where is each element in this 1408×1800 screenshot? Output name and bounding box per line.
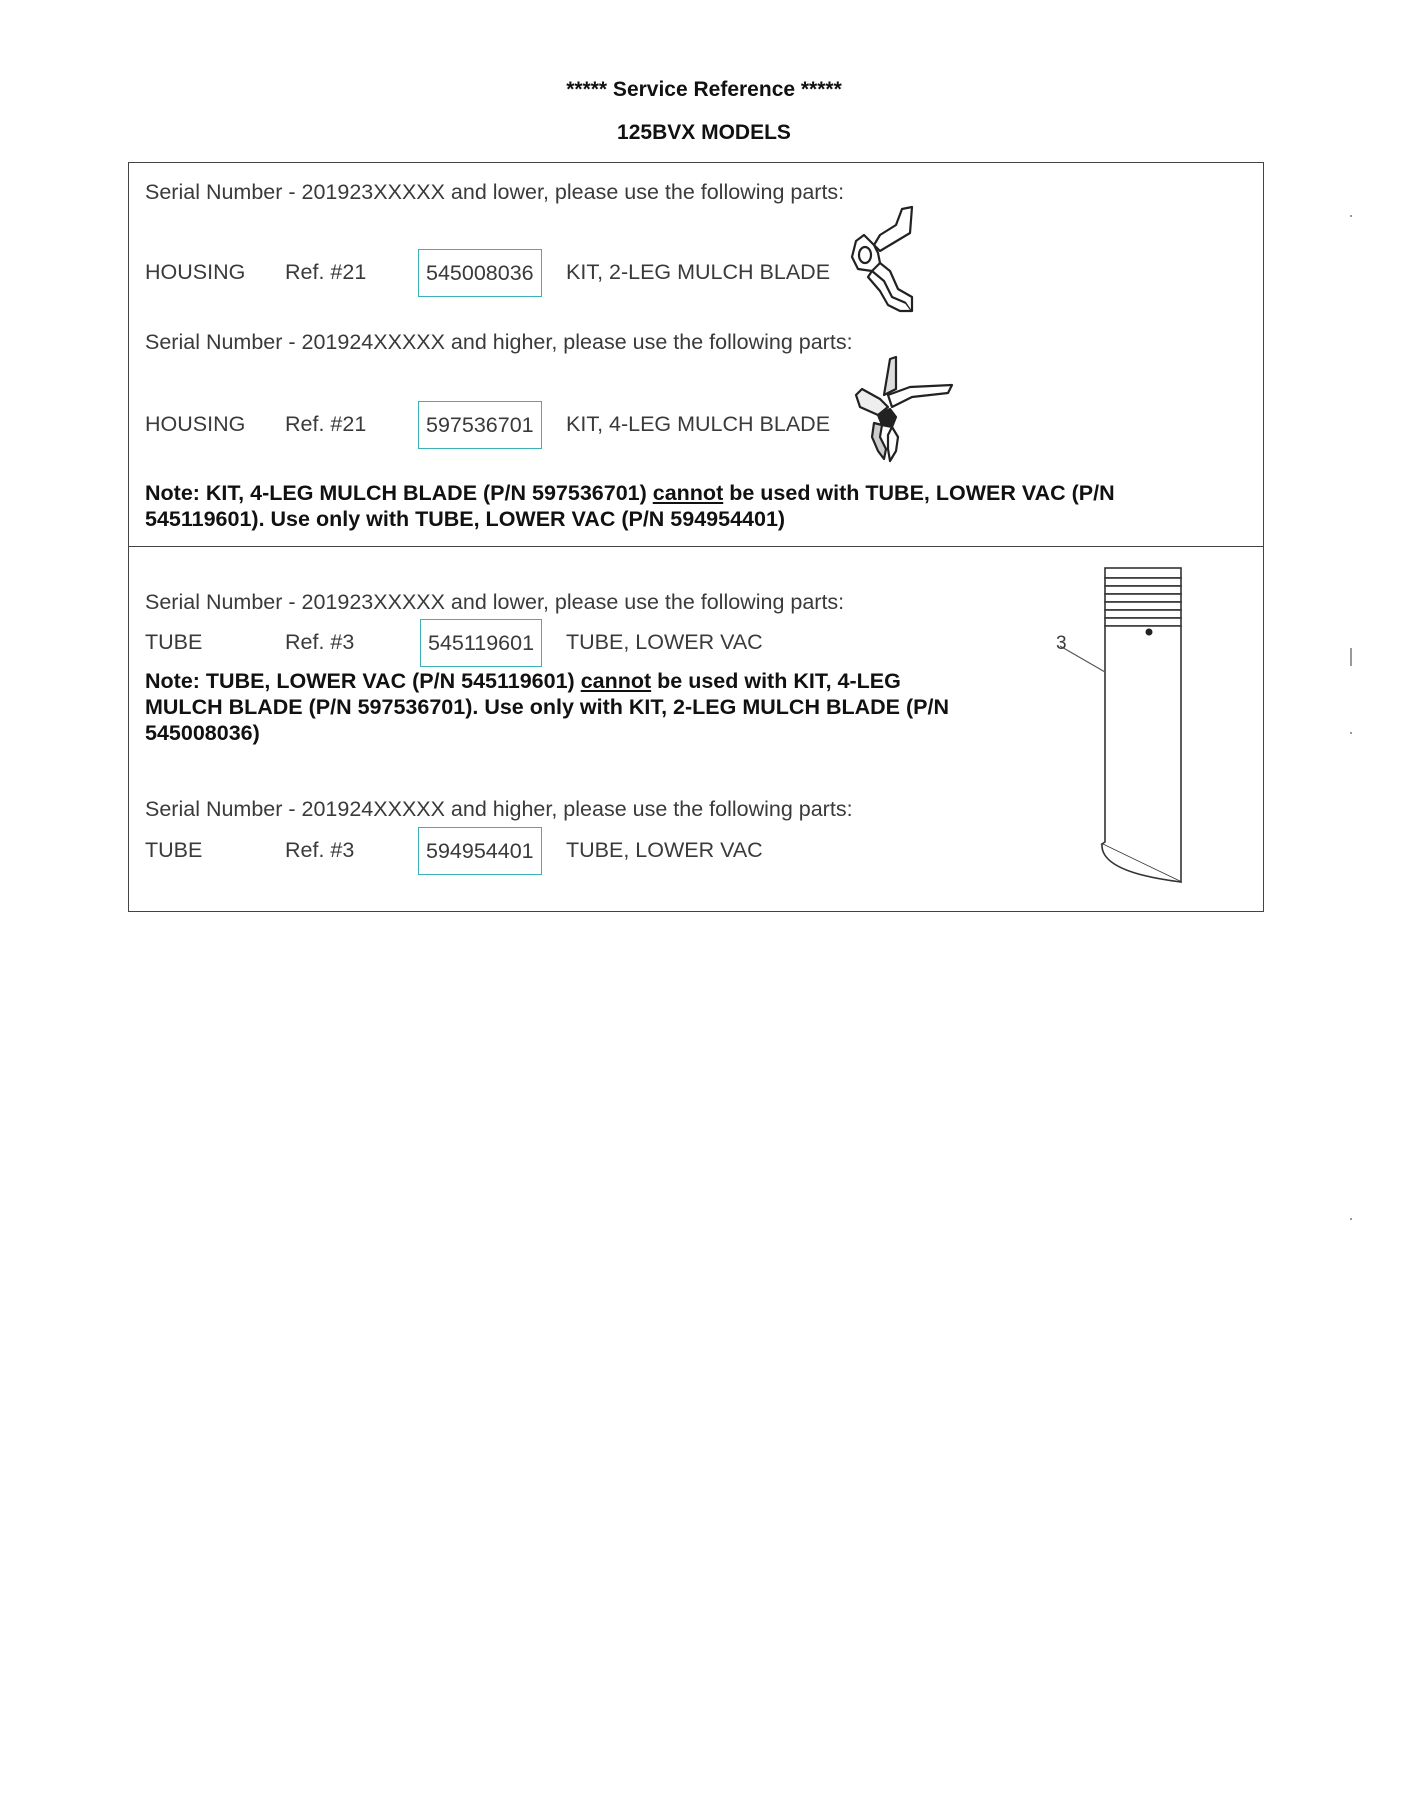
margin-mark	[1350, 732, 1352, 734]
page-subtitle: 125BVX MODELS	[617, 121, 791, 144]
margin-mark	[1350, 648, 1352, 666]
section-divider	[128, 546, 1264, 547]
tube-lower-part-number: 545119601	[420, 619, 542, 667]
housing-lower-description: KIT, 2-LEG MULCH BLADE	[566, 260, 831, 284]
page-title: ***** Service Reference *****	[566, 78, 842, 101]
tube-higher-description: TUBE, LOWER VAC	[566, 838, 763, 862]
housing-note-emphasis: cannot	[652, 481, 724, 505]
housing-lower-part-name: HOUSING	[145, 260, 246, 284]
tube-higher-part-number: 594954401	[418, 827, 542, 875]
housing-higher-serial-text: Serial Number - 201924XXXXX and higher, please use the following parts:	[145, 330, 853, 354]
tube-higher-part-name: TUBE	[145, 838, 203, 862]
tube-compatibility-note: Note: TUBE, LOWER VAC (P/N 545119601) cannot be used with KIT, 4-LEG MULCH BLADE (P/N 597536701). Use only with KIT, 2-LEG MULCH BLADE (P/N 545008036)	[145, 669, 949, 745]
tube-higher-ref: Ref. #3	[285, 838, 355, 862]
tube-lower-description: TUBE, LOWER VAC	[566, 630, 763, 654]
tube-lower-part-name: TUBE	[145, 630, 203, 654]
lower-vac-tube-icon	[1040, 562, 1190, 892]
tube-higher-serial-text: Serial Number - 201924XXXXX and higher, please use the following parts:	[145, 797, 853, 821]
tube-callout-number: 3	[1056, 633, 1067, 654]
2-leg-mulch-blade-icon	[850, 205, 920, 313]
housing-lower-part-number: 545008036	[418, 249, 542, 297]
tube-lower-ref: Ref. #3	[285, 630, 355, 654]
housing-higher-part-number: 597536701	[418, 401, 542, 449]
housing-lower-ref: Ref. #21	[285, 260, 367, 284]
housing-lower-serial-text: Serial Number - 201923XXXXX and lower, please use the following parts:	[145, 180, 845, 204]
housing-higher-part-name: HOUSING	[145, 412, 246, 436]
housing-compatibility-note: Note: KIT, 4-LEG MULCH BLADE (P/N 597536701) cannot be used with TUBE, LOWER VAC (P/N 545119601). Use only with TUBE, LOWER VAC (P/N 594954401)	[145, 481, 1115, 531]
tube-lower-serial-text: Serial Number - 201923XXXXX and lower, please use the following parts:	[145, 590, 845, 614]
housing-higher-description: KIT, 4-LEG MULCH BLADE	[566, 412, 831, 436]
margin-mark	[1350, 215, 1352, 217]
4-leg-mulch-blade-icon	[852, 355, 956, 463]
margin-mark	[1350, 1218, 1352, 1220]
housing-higher-ref: Ref. #21	[285, 412, 367, 436]
tube-note-emphasis: cannot	[580, 669, 652, 693]
